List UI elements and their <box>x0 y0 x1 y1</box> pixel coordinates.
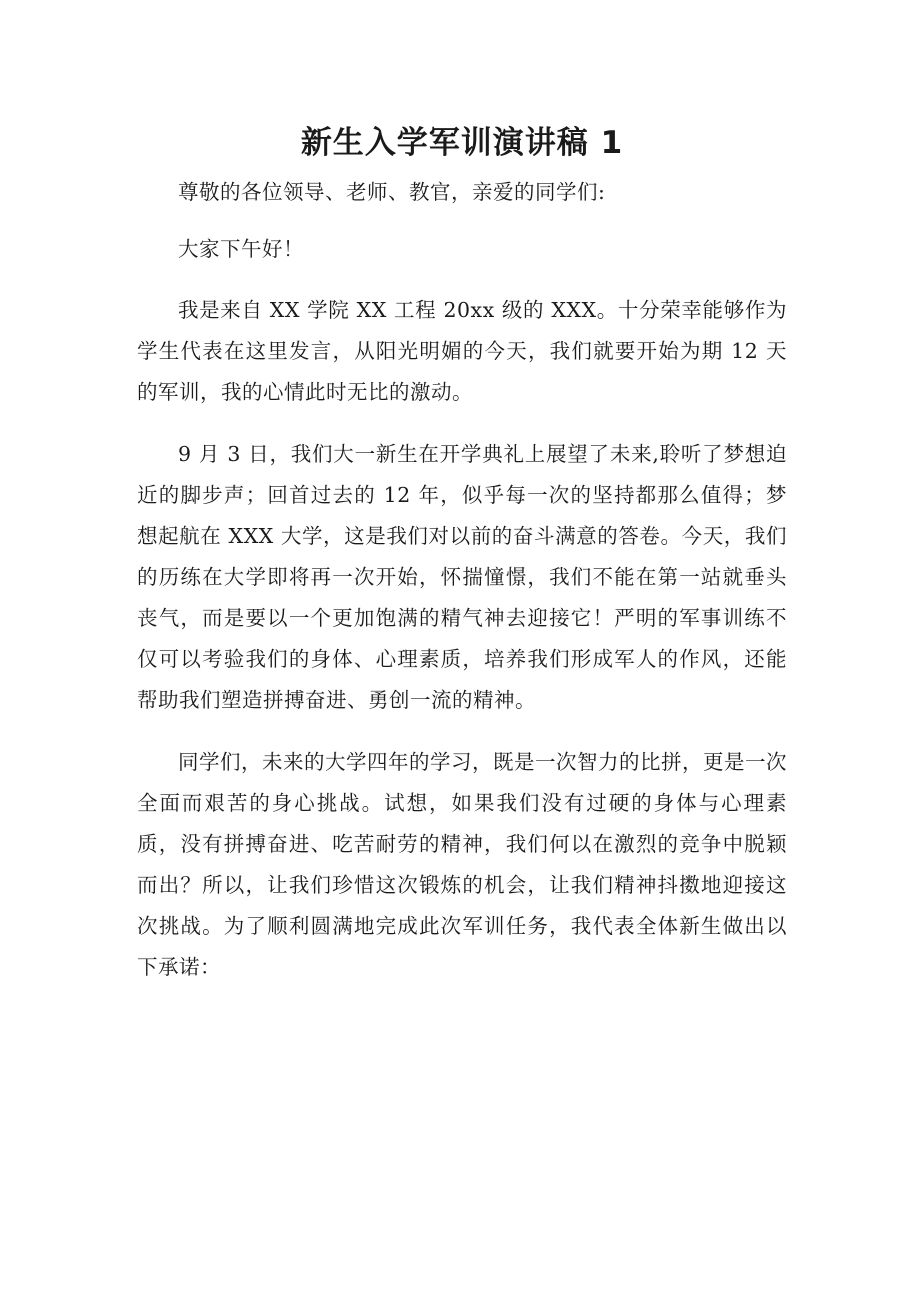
salutation: 尊敬的各位领导、老师、教官，亲爱的同学们: <box>178 180 606 204</box>
greeting: 大家下午好！ <box>178 237 304 261</box>
document-title: 新生入学军训演讲稿 1 <box>300 125 624 161</box>
paragraph-commitment: 同学们，未来的大学四年的学习，既是一次智力的比拼，更是一次全面而艰苦的身心挑战。试想，如果我们没有过硬的身体与心理素质，没有拼搏奋进、吃苦耐劳的精神，我们何以在激烈的竞争中脱颖而出？所以，让我们珍惜这次锻炼的机会，让我们精神抖擞地迎接这次挑战。为了顺利圆满地完成此次军训任务，我代表全体新生做出以下承诺： <box>137 750 787 979</box>
paragraph-introduction: 我是来自 XX 学院 XX 工程 20xx 级的 XXX。十分荣幸能够作为学生代表在这里发言，从阳光明媚的今天，我们就要开始为期 12 天的军训，我的心情此时无比的激动。 <box>137 298 787 404</box>
document-body <box>137 0 787 988</box>
paragraph-opening-ceremony: 9 月 3 日，我们大一新生在开学典礼上展望了未来,聆听了梦想迫近的脚步声；回首过去的 12 年，似乎每一次的坚持都那么值得；梦想起航在 XXX 大学，这是我们对以前的奋斗满意的答卷。今天，我们的历练在大学即将再一次开始，怀揣憧憬，我们不能在第一站就垂头丧气，而是要以一个更加饱满的精气神去迎接它！严明的军事训练不仅可以考验我们的身体、心理素质，培养我们形成军人的作风，还能帮助我们塑造拼搏奋进、勇创一流的精神。 <box>137 442 787 712</box>
